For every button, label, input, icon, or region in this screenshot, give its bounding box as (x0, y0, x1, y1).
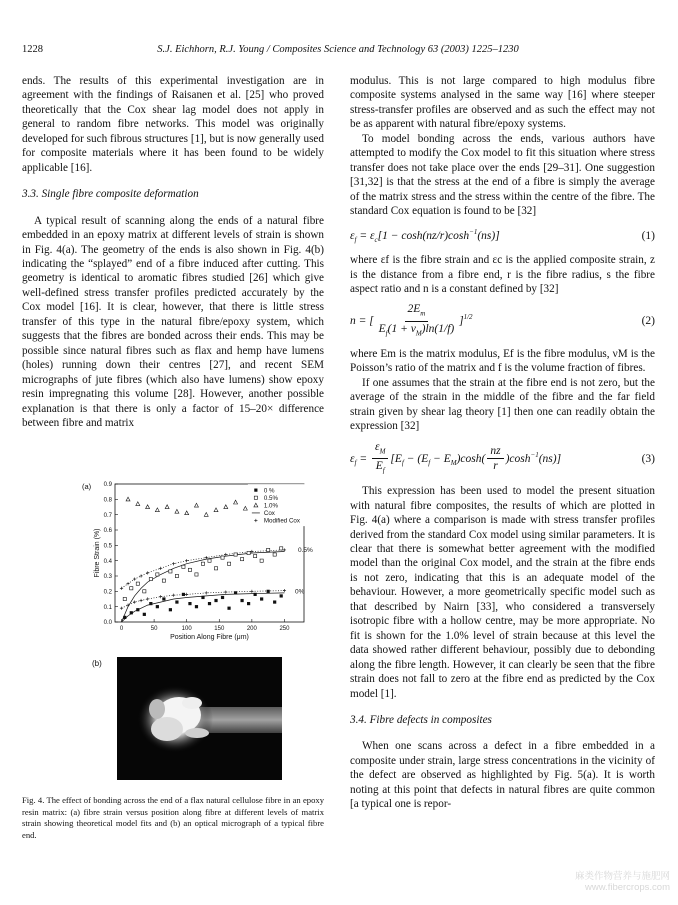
watermark (575, 868, 670, 893)
x-tick-label: 200 (246, 626, 257, 632)
x-tick-label: 150 (214, 626, 225, 632)
modified-cox-point (159, 595, 162, 598)
legend-label: 0 % (263, 487, 275, 495)
data-point-0pct (149, 602, 152, 605)
modified-cox-point (133, 577, 136, 580)
right-paragraph-6: This expression has been used to model the present situation with natural fibre composites, the results of which are plotted in Fig. 4(a) where a comparison is made with stress transfer profiles derived from the standard Cox model using similar parameters. It is clear that there is somewhat better agreement with the modified model than the original Cox model, and the strain at the fibre ends is not zero, indicating that this is an adequate model of the behaviour. However, a more geometrically specific model such as that described by Nairn [33], who considered a transversely isotropic fibre with a hollow centre, may be more appropriate. No fit is shown for the 1.0% level of strain because at this level the data showed rather different behaviour, possibly due to debonding along the fibre length. However, it can clearly be seen that the fibre strain does not fall to zero at the fibre end as predicted by the Cox model [1]. (350, 485, 655, 700)
left-paragraph-2: A typical result of scanning along the ends of a natural fibre embedded in an epoxy matrix at different levels of strain is shown in Fig. 4(a). The geometry of the ends is also shown in Fig. 4(b) indicating the “splayed” end of a fibre induced after cutting. This geometry is identical to aromatic fibres studied [26] which give well-defined stress transfer profiles predicted accurately by the Cox model [16]. It is clear, however, that there is little stress transfer of this type in the natural fibre/epoxy system, which suggests that the fibres are bonded across their ends. This may be possible since natural fibres such as flax and hemp have lumens (holes) running down their centres [27], and recent SEM micrographs of jute fibres (which also have lumens) show epoxy resin impregnating this volume [28]. However, another possible explanation is that there is only a factor of 15–20× difference between fibre and matrix (22, 214, 324, 429)
section-heading-3-3: 3.3. Single fibre composite deformation (22, 188, 199, 201)
data-point-0pct (136, 608, 139, 611)
data-point-0-5pct (188, 568, 191, 571)
modified-cox-point (283, 548, 286, 551)
figure-4 (22, 477, 324, 652)
data-point-1-0pct (214, 508, 218, 512)
data-point-0pct (182, 593, 185, 596)
data-point-1-0pct (185, 511, 189, 515)
data-point-0-5pct (260, 559, 263, 562)
data-point-0-5pct (273, 553, 276, 556)
fibre-end-micrograph (117, 657, 282, 780)
modified-cox-point (283, 589, 286, 592)
y-tick-label: 0.4 (103, 558, 112, 565)
legend-label: Cox (263, 510, 275, 518)
data-point-0pct (280, 594, 283, 597)
data-point-1-0pct (155, 508, 159, 512)
page-number: 1228 (22, 44, 43, 55)
data-point-0pct (130, 611, 133, 614)
data-point-0pct (195, 605, 198, 608)
y-tick-label: 0.8 (103, 497, 112, 504)
data-point-0pct (221, 596, 224, 599)
x-tick-label: 50 (150, 626, 158, 632)
right-paragraph-3: where εf is the fibre strain and εc is the applied composite strain, z is the distance from a fibre end, r is the fibre radius, s the fibre aspect ratio and n is a constant defined by [32] (350, 254, 655, 296)
modified-cox-point (159, 567, 162, 570)
data-point-1-0pct (204, 512, 208, 516)
panel-b-label: (b) (92, 659, 102, 668)
data-point-0-5pct (280, 547, 283, 550)
modified-cox-point (205, 591, 208, 594)
equation-3-body: $\varepsilon_f$ = $\frac{\varepsilon_M}{E_f}$ [$E_f - (E_f - E_M)\cosh$( $\frac{nz}{r}$ )$\cosh^{-1}(ns)$] (350, 440, 562, 475)
right-paragraph-1: modulus. This is not large compared to high modulus fibre composite systems analysed in the same way [16] where steeper stress-transfer profiles are observed and as such the effect may not be as apparent with natural fibre/epoxy systems. (350, 75, 655, 131)
y-tick-label: 0.7 (103, 512, 112, 519)
modified-cox-point (126, 582, 129, 585)
legend-label: 0.5% (263, 494, 278, 502)
modified-cox-curve-0-5 (122, 550, 285, 588)
data-point-1-0pct (136, 502, 140, 506)
figure-caption: Fig. 4. The effect of bonding across the end of a flax natural cellulose fibre in an epoxy resin matrix: (a) fibre strain versus position along fibre at different levels of matrix strain showing theoretical model fits and (b) an optical micrograph of a typical fibre end. (22, 795, 324, 840)
data-point-1-0pct (165, 505, 169, 509)
data-point-1-0pct (126, 497, 130, 501)
modified-cox-point (224, 591, 227, 594)
data-point-0-5pct (123, 597, 126, 600)
y-axis-label: Fibre Strain (%) (94, 528, 101, 578)
modified-cox-point (250, 550, 253, 553)
modified-cox-point (139, 574, 142, 577)
data-point-0pct (188, 602, 191, 605)
right-paragraph-7: When one scans across a defect in a fibre embedded in a composite under strain, large stress concentrations in the vicinity of the defect are observed as highlighted by Fig. 5(a). It is worth noting at this point that defects in natural fibres are quite common [a typical one is repor- (350, 740, 655, 811)
data-point-1-0pct (175, 509, 179, 513)
data-point-0-5pct (195, 573, 198, 576)
data-point-0pct (143, 613, 146, 616)
y-tick-label: 0.0 (103, 620, 112, 627)
data-point-0-5pct (143, 590, 146, 593)
modified-cox-point (185, 593, 188, 596)
data-point-0-5pct (221, 556, 224, 559)
data-point-0-5pct (234, 553, 237, 556)
data-point-0pct (162, 597, 165, 600)
data-point-0pct (214, 599, 217, 602)
modified-cox-point (126, 604, 129, 607)
equation-3 (350, 440, 655, 479)
data-point-0pct (273, 600, 276, 603)
running-header (22, 44, 654, 58)
x-axis-label: Position Along Fibre (μm) (170, 634, 249, 641)
data-point-0pct (123, 616, 126, 619)
equation-1 (350, 225, 655, 248)
data-point-1-0pct (234, 500, 238, 504)
data-point-0-5pct (169, 570, 172, 573)
data-point-0-5pct (136, 582, 139, 585)
legend-label: Modified Cox (263, 517, 300, 525)
data-point-0pct (169, 608, 172, 611)
legend-marker-0-5pct (254, 496, 257, 499)
data-point-0-5pct (247, 551, 250, 554)
data-point-0pct (240, 599, 243, 602)
x-tick-label: 100 (181, 626, 192, 632)
data-point-1-0pct (146, 505, 150, 509)
modified-cox-point (120, 607, 123, 610)
running-title: S.J. Eichhorn, R.J. Young / Composites Science and Technology 63 (2003) 1225–1230 (157, 44, 519, 55)
modified-cox-point (146, 571, 149, 574)
annotation-0-5pct: 0.5% (298, 546, 313, 554)
y-tick-label: 0.1 (103, 604, 112, 611)
data-point-0-5pct (156, 573, 159, 576)
modified-cox-point (133, 600, 136, 603)
left-column (22, 74, 324, 430)
data-point-0-5pct (162, 579, 165, 582)
data-point-0-5pct (201, 562, 204, 565)
data-point-0-5pct (130, 587, 133, 590)
fibre-strain-chart (22, 477, 324, 652)
equation-1-body: $\varepsilon_f = \varepsilon_c[1 - \cosh(nz/r)\cosh^{-1}(ns)]$ (350, 227, 500, 244)
modified-cox-point (185, 559, 188, 562)
data-point-1-0pct (224, 505, 228, 509)
data-point-0-5pct (175, 574, 178, 577)
y-tick-label: 0.6 (103, 528, 112, 535)
equation-2 (350, 302, 655, 341)
data-point-0pct (227, 607, 230, 610)
equation-3-number: (3) (641, 452, 655, 465)
right-paragraph-5: If one assumes that the strain at the fibre end is not zero, but the average of the strain in the middle of the fibre and the far field strain given by shear lag theory [1] then one can readily obtain the expression [32] (350, 376, 655, 433)
equation-2-body: n = [ $\frac{2E_m}{E_f(1 + \nu_M)\ln(1/f)}$ ]$^{1/2}$ (350, 303, 473, 338)
legend-marker-0pct (254, 489, 257, 492)
watermark-line-2: www.fibercrops.com (585, 882, 670, 893)
data-point-0-5pct (149, 577, 152, 580)
data-point-0pct (247, 602, 250, 605)
data-point-0pct (208, 602, 211, 605)
right-paragraph-4: where Em is the matrix modulus, Ef is the fibre modulus, νM is the Poisson’s ratio of the matrix and f is the volume fraction of fibres. (350, 347, 655, 375)
data-point-0pct (175, 600, 178, 603)
left-paragraph-1: ends. The results of this experimental investigation are in agreement with the findings of Raisanen et al. [25] who proved theoretically that the Cox shear lag model does not apply in general to random fibre networks. This model was originally developed for such fibrous structures [1], but is now generally used for composite materials where it has been found to be widely applicable [16]. (22, 75, 324, 174)
annotation-0pct: 0% (295, 588, 305, 596)
micrograph-image (117, 657, 282, 780)
x-tick-label: 250 (279, 626, 290, 632)
equation-2-number: (2) (641, 315, 655, 328)
data-point-0pct (201, 596, 204, 599)
right-paragraph-2: To model bonding across the ends, various authors have attempted to modify the Cox model to fit this situation where stress transfer does not take place over the ends [29–31]. One suggestion [31,32] is that the stress at the end of a fibre is simply the average of the matrix stress and the stress within the centre of the fibre. The standard Cox equation is found to be [32] (350, 132, 655, 218)
data-point-0-5pct (254, 554, 257, 557)
data-point-0-5pct (267, 548, 270, 551)
data-point-1-0pct (194, 503, 198, 507)
data-point-0pct (156, 605, 159, 608)
legend-label: 1.0% (263, 502, 278, 510)
data-point-0-5pct (214, 567, 217, 570)
y-tick-label: 0.9 (103, 482, 112, 489)
modified-cox-point (120, 587, 123, 590)
data-point-0-5pct (208, 559, 211, 562)
y-tick-label: 0.2 (103, 589, 112, 596)
y-tick-label: 0.5 (103, 543, 112, 550)
watermark-line-1: 麻类作物营养与施肥网 (574, 871, 670, 882)
data-point-0-5pct (227, 562, 230, 565)
modified-cox-point (250, 590, 253, 593)
equation-1-number: (1) (641, 229, 655, 242)
panel-a-label: (a) (82, 482, 92, 491)
right-column (350, 74, 655, 812)
section-heading-3-4: 3.4. Fibre defects in composites (350, 713, 492, 726)
data-point-0pct (234, 591, 237, 594)
data-point-0pct (260, 597, 263, 600)
y-tick-label: 0.3 (103, 574, 112, 581)
data-point-0pct (254, 593, 257, 596)
modified-cox-point (172, 562, 175, 565)
modified-cox-point (172, 594, 175, 597)
x-tick-label: 0 (119, 626, 124, 632)
data-point-0pct (267, 590, 270, 593)
modified-cox-point (139, 599, 142, 602)
data-point-0-5pct (182, 565, 185, 568)
data-point-0-5pct (240, 558, 243, 561)
data-point-1-0pct (243, 506, 247, 510)
modified-cox-point (146, 597, 149, 600)
